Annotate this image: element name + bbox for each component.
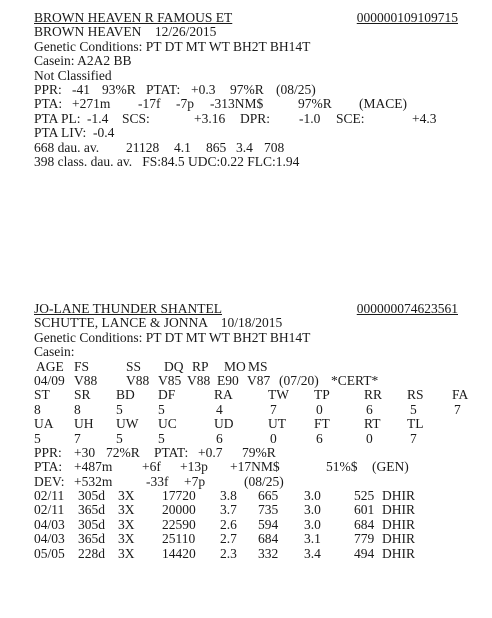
score-dq: V85: [158, 372, 182, 388]
trait-label: UD: [214, 416, 234, 432]
pta-source: (GEN): [372, 459, 409, 475]
lact-milk: 17720: [162, 488, 196, 504]
trait-label: UT: [268, 416, 286, 432]
score-head-fs: FS: [74, 358, 90, 374]
lact-source: DHIR: [382, 502, 415, 518]
lact-source: DHIR: [382, 531, 415, 547]
score-head-age: AGE: [36, 358, 64, 374]
trait-label: DF: [158, 387, 176, 403]
ppr-reliability: 93%R: [102, 81, 136, 97]
trait-value: 0: [316, 401, 323, 417]
score-age: 04/09: [34, 372, 65, 388]
lact-date: 04/03: [34, 516, 65, 532]
pta-milk: +487m: [74, 459, 113, 475]
dau-protein-pct: 3.4: [236, 139, 253, 155]
ptat-value: +0.7: [198, 444, 223, 460]
trait-label: UA: [34, 416, 54, 432]
cert-badge: *CERT*: [331, 372, 379, 388]
table-row: [34, 489, 458, 503]
ptat-label: PTAT:: [154, 444, 189, 460]
owner-line: SCHUTTE, LANCE & JONNA 10/18/2015: [34, 315, 283, 331]
score-ss: V88: [126, 372, 150, 388]
animal-id: 000000109109715: [356, 10, 458, 25]
dev-date: (08/25): [244, 473, 284, 489]
pta-pl-value: -1.4: [87, 110, 109, 126]
score-date: (07/20): [279, 372, 319, 388]
dpr-label: DPR:: [240, 110, 271, 126]
lact-source: DHIR: [382, 516, 415, 532]
lact-fat-pct: 2.6: [220, 516, 237, 532]
score-fs: V88: [74, 372, 98, 388]
lact-fat-pct: 3.7: [220, 502, 237, 518]
lact-milkings: 3X: [118, 516, 135, 532]
dau-milk: 21128: [126, 139, 160, 155]
dev-line: [34, 475, 458, 489]
pta-protein: +13p: [180, 459, 208, 475]
table-row: [34, 532, 458, 546]
table-row: [34, 547, 458, 561]
lact-protein: 779: [354, 531, 375, 547]
genetic-conditions: Genetic Conditions: PT DT MT WT BH2T BH14T: [34, 38, 311, 54]
trait-label: RT: [364, 416, 381, 432]
scs-label: SCS:: [122, 110, 150, 126]
lact-date: 02/11: [34, 502, 65, 518]
trait-value: 5: [34, 430, 41, 446]
trait-label: BD: [116, 387, 135, 403]
trait-value: 7: [410, 430, 417, 446]
ppr-label: PPR:: [34, 444, 62, 460]
trait-label: UH: [74, 416, 94, 432]
pta-liv: PTA LIV: -0.4: [34, 125, 115, 141]
pta-milk: +271m: [72, 96, 111, 112]
genetic-conditions: Genetic Conditions: PT DT MT WT BH2T BH14T: [34, 329, 311, 345]
record-2-header: [34, 302, 458, 316]
trait-value: 8: [34, 401, 41, 417]
lact-date: 05/05: [34, 545, 65, 561]
score-head-dq: DQ: [164, 358, 184, 374]
score-head-ms: MS: [248, 358, 268, 374]
lact-days: 365d: [78, 531, 105, 547]
lact-source: DHIR: [382, 488, 415, 504]
pta-net-merit: +17NM$: [230, 459, 280, 475]
lact-fat: 735: [258, 502, 279, 518]
ppr-value: -41: [72, 81, 90, 97]
lact-milkings: 3X: [118, 545, 135, 561]
trait-label: ST: [34, 387, 50, 403]
ptat-reliability: 97%R: [230, 81, 264, 97]
score-values: [34, 374, 458, 388]
trait-value: 5: [158, 430, 165, 446]
dpr-value: -1.0: [299, 110, 321, 126]
trait-value: 0: [270, 430, 277, 446]
trait-labels-2: [34, 417, 458, 431]
scs-value: +3.16: [194, 110, 226, 126]
ptat-value: +0.3: [191, 81, 216, 97]
trait-value: 0: [366, 430, 373, 446]
trait-labels-1: [34, 387, 469, 403]
trait-label: FA: [452, 387, 469, 403]
lact-days: 305d: [78, 488, 105, 504]
lact-days: 365d: [78, 502, 105, 518]
score-header: [34, 360, 458, 374]
lact-protein-pct: 3.1: [304, 531, 321, 547]
lact-protein: 494: [354, 545, 375, 561]
trait-value: 5: [116, 430, 123, 446]
ppr-value: +30: [74, 444, 96, 460]
lact-date: 04/03: [34, 531, 65, 547]
animal-id: 000000074623561: [356, 301, 458, 316]
animal-name: JO-LANE THUNDER SHANTEL: [34, 301, 222, 316]
trait-label: TP: [314, 387, 330, 403]
lact-fat: 665: [258, 488, 279, 504]
lact-milk: 25110: [162, 531, 196, 547]
class-daughter-average: 398 class. dau. av. FS:84.5 UDC:0.22 FLC:1.94: [34, 153, 300, 169]
lact-protein: 601: [354, 502, 375, 518]
trait-label: RA: [214, 387, 233, 403]
score-head-mo: MO: [224, 358, 246, 374]
pta-net-merit: -313NM$: [210, 96, 264, 112]
lact-protein-pct: 3.4: [304, 545, 321, 561]
lact-protein-pct: 3.0: [304, 488, 321, 504]
ppr-date: (08/25): [276, 81, 316, 97]
pta-pl-line: [34, 112, 458, 126]
lact-date: 02/11: [34, 488, 65, 504]
dev-label: DEV:: [34, 473, 65, 489]
table-row: [34, 518, 458, 532]
score-head-ss: SS: [126, 358, 142, 374]
score-mo: E90: [217, 372, 239, 388]
trait-value: 5: [410, 401, 417, 417]
lact-fat-pct: 2.7: [220, 531, 237, 547]
lact-milk: 22590: [162, 516, 196, 532]
lact-fat: 594: [258, 516, 279, 532]
sce-label: SCE:: [336, 110, 365, 126]
lact-milkings: 3X: [118, 502, 135, 518]
dev-fat: -33f: [146, 473, 169, 489]
lact-fat: 684: [258, 531, 279, 547]
pta-protein: -7p: [176, 96, 194, 112]
animal-name: BROWN HEAVEN R FAMOUS ET: [34, 10, 233, 25]
ptat-label: PTAT:: [146, 81, 181, 97]
lact-protein: 525: [354, 488, 375, 504]
lact-milk: 20000: [162, 502, 196, 518]
pta-label: PTA:: [34, 459, 63, 475]
trait-label: UC: [158, 416, 177, 432]
lact-protein-pct: 3.0: [304, 516, 321, 532]
lact-milkings: 3X: [118, 488, 135, 504]
score-head-rp: RP: [192, 358, 209, 374]
trait-values-2: [34, 432, 458, 446]
trait-label: RS: [407, 387, 424, 403]
pta-pl-label: PTA PL:: [34, 110, 81, 126]
dau-fat: 865: [206, 139, 227, 155]
animal-record-2: [34, 301, 469, 561]
trait-value: 7: [454, 401, 461, 417]
ppr-line: [34, 446, 458, 460]
trait-label: FT: [314, 416, 330, 432]
animal-record-1: [34, 11, 458, 169]
score-ms: V87: [247, 372, 271, 388]
trait-value: 6: [216, 430, 223, 446]
trait-label: TL: [407, 416, 424, 432]
trait-label: RR: [364, 387, 383, 403]
trait-value: 6: [316, 430, 323, 446]
lact-fat: 332: [258, 545, 279, 561]
sce-value: +4.3: [412, 110, 437, 126]
casein: Casein: A2A2 BB: [34, 53, 132, 69]
trait-value: 4: [216, 401, 223, 417]
record-1-header: [34, 11, 458, 25]
ptat-reliability: 79%R: [242, 444, 276, 460]
score-rp: V88: [187, 372, 211, 388]
lact-protein: 684: [354, 516, 375, 532]
trait-value: 7: [74, 430, 81, 446]
lact-protein-pct: 3.0: [304, 502, 321, 518]
casein: Casein:: [34, 344, 75, 360]
lact-days: 228d: [78, 545, 105, 561]
lact-fat-pct: 2.3: [220, 545, 237, 561]
pta-reliability: 51%$: [326, 459, 358, 475]
trait-value: 8: [74, 401, 81, 417]
lact-milkings: 3X: [118, 531, 135, 547]
trait-value: 5: [158, 401, 165, 417]
lact-fat-pct: 3.8: [220, 488, 237, 504]
trait-value: 7: [270, 401, 277, 417]
trait-value: 6: [366, 401, 373, 417]
breeder-line: BROWN HEAVEN 12/26/2015: [34, 24, 217, 40]
classification-status: Not Classified: [34, 67, 112, 83]
trait-values-1: [34, 401, 461, 417]
trait-label: UW: [116, 416, 139, 432]
dau-count: 668 dau. av.: [34, 139, 100, 155]
dau-protein: 708: [264, 139, 285, 155]
dev-protein: +7p: [184, 473, 206, 489]
pta-fat: -17f: [138, 96, 161, 112]
pta-fat: +6f: [142, 459, 161, 475]
trait-value: 5: [116, 401, 123, 417]
pta-source: (MACE): [359, 96, 407, 112]
ppr-line: [34, 83, 458, 97]
pta-line: [34, 460, 458, 474]
lact-milk: 14420: [162, 545, 196, 561]
ppr-reliability: 72%R: [106, 444, 140, 460]
trait-label: TW: [268, 387, 289, 403]
ppr-label: PPR:: [34, 81, 62, 97]
lact-source: DHIR: [382, 545, 415, 561]
lact-days: 305d: [78, 516, 105, 532]
table-row: [34, 503, 458, 517]
lactation-table: [34, 489, 458, 561]
trait-label: SR: [74, 387, 91, 403]
pta-reliability: 97%R: [298, 96, 332, 112]
dev-milk: +532m: [74, 473, 113, 489]
pta-label: PTA:: [34, 96, 63, 112]
dau-fat-pct: 4.1: [174, 139, 191, 155]
daughter-average: [34, 141, 458, 155]
pta-line: [34, 97, 458, 111]
